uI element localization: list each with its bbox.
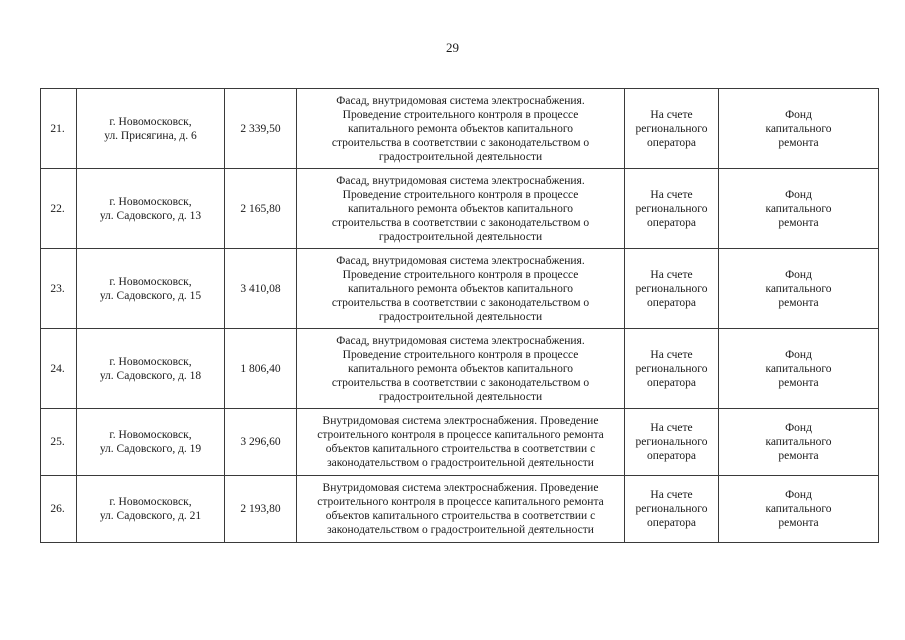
fund-cell [719, 409, 879, 476]
area-cell [225, 249, 297, 329]
works-line: Проведение строительного контроля в процессе [342, 108, 579, 121]
works-line: Внутридомовая система электроснабжения. Проведение [322, 415, 599, 427]
account-cell [625, 476, 719, 543]
works-line: Проведение строительного контроля в процессе [342, 188, 579, 201]
address-line: ул. Садовского, д. 15 [99, 289, 202, 302]
account-line: регионального [635, 362, 708, 375]
works-line: законодательством о градостроительной деятельности [327, 457, 594, 469]
account-line: регионального [635, 436, 708, 448]
works-cell [297, 329, 625, 409]
area-cell [225, 409, 297, 476]
works-line: Проведение строительного контроля в процессе [342, 268, 579, 281]
fund-cell [719, 249, 879, 329]
works-cell [297, 89, 625, 169]
account-cell [625, 89, 719, 169]
account-line: оператора [646, 136, 697, 149]
account-line: регионального [635, 282, 708, 295]
works-line: градостроительной деятельности [378, 230, 543, 243]
account-cell [625, 329, 719, 409]
account-line: На счете [650, 268, 693, 281]
area-value: 2 165,80 [240, 202, 281, 215]
works-line: капитального ремонта объектов капитального [347, 202, 573, 215]
row-number-cell [41, 329, 77, 409]
fund-line: ремонта [778, 450, 819, 462]
address-cell [77, 89, 225, 169]
works-cell [297, 249, 625, 329]
works-cell [297, 409, 625, 476]
address-line: г. Новомосковск, [109, 195, 192, 208]
works-line: капитального ремонта объектов капитального [347, 122, 573, 135]
table-row [41, 476, 879, 543]
row-number-cell [41, 409, 77, 476]
account-cell [625, 249, 719, 329]
works-line: градостроительной деятельности [378, 150, 543, 163]
repair-registry-table [40, 88, 879, 543]
works-line: строительства в соответствии с законодательством о [331, 376, 590, 389]
fund-cell [719, 89, 879, 169]
works-line: объектов капитального строительства в соответствии с [325, 510, 596, 522]
works-line: строительства в соответствии с законодательством о [331, 216, 590, 229]
area-cell [225, 476, 297, 543]
row-number: 22. [50, 202, 65, 215]
area-value: 2 339,50 [240, 122, 281, 135]
works-line: строительного контроля в процессе капитального ремонта [317, 429, 604, 441]
works-line: строительства в соответствии с законодательством о [331, 296, 590, 309]
account-line: оператора [646, 450, 697, 462]
account-line: На счете [650, 108, 693, 121]
account-line: оператора [646, 517, 697, 529]
fund-line: Фонд [785, 489, 812, 501]
works-line: капитального ремонта объектов капитального [347, 282, 573, 295]
works-line: законодательством о градостроительной деятельности [327, 524, 594, 536]
address-line: г. Новомосковск, [109, 275, 192, 288]
fund-line: капитального [765, 436, 832, 448]
works-line: Фасад, внутридомовая система электроснабжения. [336, 174, 585, 187]
table-row [41, 89, 879, 169]
account-line: На счете [650, 489, 693, 501]
fund-line: ремонта [778, 216, 819, 229]
fund-line: Фонд [785, 108, 812, 121]
address-cell [77, 476, 225, 543]
address-line: ул. Присягина, д. 6 [104, 129, 197, 142]
fund-line: капитального [765, 202, 832, 215]
fund-line: капитального [765, 503, 832, 515]
address-line: ул. Садовского, д. 18 [99, 369, 202, 382]
fund-line: Фонд [785, 348, 812, 361]
address-cell [77, 249, 225, 329]
account-line: регионального [635, 202, 708, 215]
address-line: ул. Садовского, д. 21 [99, 510, 202, 522]
row-number-cell [41, 169, 77, 249]
fund-line: Фонд [785, 188, 812, 201]
fund-cell [719, 476, 879, 543]
row-number-cell [41, 89, 77, 169]
table-row [41, 329, 879, 409]
row-number: 25. [50, 436, 65, 448]
fund-line: ремонта [778, 517, 819, 529]
works-line: градостроительной деятельности [378, 310, 543, 323]
address-line: г. Новомосковск, [109, 429, 192, 441]
table-row [41, 249, 879, 329]
fund-cell [719, 169, 879, 249]
works-line: Проведение строительного контроля в процессе [342, 348, 579, 361]
works-line: объектов капитального строительства в соответствии с [325, 443, 596, 455]
row-number: 23. [50, 282, 65, 295]
area-value: 3 296,60 [240, 436, 281, 448]
row-number: 21. [50, 122, 65, 135]
address-cell [77, 329, 225, 409]
area-value: 1 806,40 [240, 362, 281, 375]
works-line: Фасад, внутридомовая система электроснабжения. [336, 334, 585, 347]
account-cell [625, 169, 719, 249]
fund-line: Фонд [785, 268, 812, 281]
table-row [41, 409, 879, 476]
account-cell [625, 409, 719, 476]
works-line: строительства в соответствии с законодательством о [331, 136, 590, 149]
account-line: На счете [650, 348, 693, 361]
fund-line: капитального [765, 122, 832, 135]
page-number: 29 [446, 40, 459, 55]
address-line: г. Новомосковск, [109, 496, 192, 508]
works-line: Фасад, внутридомовая система электроснабжения. [336, 254, 585, 267]
row-number: 26. [50, 503, 65, 515]
fund-line: ремонта [778, 136, 819, 149]
row-number: 24. [50, 362, 65, 375]
account-line: На счете [650, 422, 693, 434]
account-line: оператора [646, 296, 697, 309]
account-line: оператора [646, 376, 697, 389]
area-value: 3 410,08 [240, 282, 281, 295]
area-cell [225, 89, 297, 169]
address-line: ул. Садовского, д. 19 [99, 443, 202, 455]
address-cell [77, 169, 225, 249]
fund-line: ремонта [778, 376, 819, 389]
address-cell [77, 409, 225, 476]
works-cell [297, 169, 625, 249]
area-value: 2 193,80 [240, 503, 281, 515]
fund-line: Фонд [785, 422, 812, 434]
address-line: ул. Садовского, д. 13 [99, 209, 202, 222]
fund-cell [719, 329, 879, 409]
account-line: регионального [635, 503, 708, 515]
address-line: г. Новомосковск, [109, 115, 192, 128]
works-cell [297, 476, 625, 543]
fund-line: ремонта [778, 296, 819, 309]
area-cell [225, 329, 297, 409]
row-number-cell [41, 249, 77, 329]
works-line: капитального ремонта объектов капитального [347, 362, 573, 375]
account-line: оператора [646, 216, 697, 229]
works-line: градостроительной деятельности [378, 390, 543, 403]
works-line: строительного контроля в процессе капитального ремонта [317, 496, 604, 508]
works-line: Внутридомовая система электроснабжения. Проведение [322, 482, 599, 494]
table-row [41, 169, 879, 249]
row-number-cell [41, 476, 77, 543]
account-line: регионального [635, 122, 708, 135]
fund-line: капитального [765, 362, 832, 375]
fund-line: капитального [765, 282, 832, 295]
address-line: г. Новомосковск, [109, 355, 192, 368]
area-cell [225, 169, 297, 249]
works-line: Фасад, внутридомовая система электроснабжения. [336, 94, 585, 107]
account-line: На счете [650, 188, 693, 201]
